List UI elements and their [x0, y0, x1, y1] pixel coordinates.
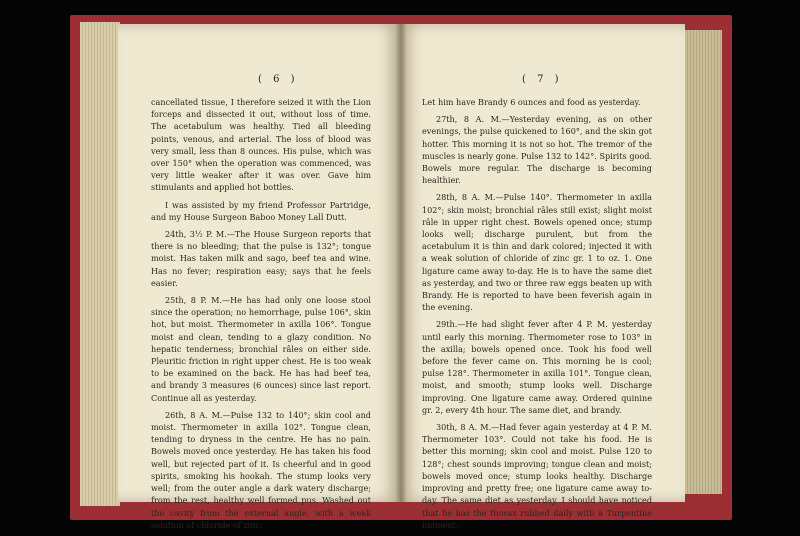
paragraph: 29th.—He had slight fever after 4 P. M. yesterday until early this morning. Thermometer rose to 103° in the axilla; bowels opened once. Took his food well before the fever came on. This morning he is cool; pulse 128°. Thermometer in axilla 101°. Tongue clean, moist, and smooth; stump looks well. Discharge improving. One ligature came away. Ordered quinine gr. 2, every 4th hour. The same diet, and brandy.: [422, 319, 652, 415]
left-page-number: ( 6 ): [258, 74, 299, 85]
paragraph: 30th, 8 A. M.—Had fever again yesterday at 4 P. M. Thermometer 103°. Could not take his food. He is better this morning; skin cool and moist. Pulse 120 to 128°; chest sounds improving; tongue clean and moist; bowels moved once; stump looks healthy. Discharge improving and pretty free; one ligature came away to-day. The same diet as yesterday. I should have noticed that he has the thorax rubbed daily with a Turpentine liniment.: [422, 422, 652, 530]
paragraph: I was assisted by my friend Professor Partridge, and my House Surgeon Baboo Money Lall Dutt.: [151, 199, 371, 222]
left-page-text: [151, 96, 371, 536]
paragraph: 27th, 8 A. M.—Yesterday evening, as on other evenings, the pulse quickened to 160°, and the skin got hotter. This morning it is not so hot. The tremor of the muscles is nearly gone. Pulse 132 to 142°. Spirits good. Bowels more regular. The discharge is becoming healthier.: [422, 114, 652, 186]
left-page-edges: [80, 22, 120, 506]
paragraph: 25th, 8 P. M.—He has had only one loose stool since the operation; no hemorrhage, pulse 106°, skin hot, but moist. Thermometer in axilla 106°. Tongue moist and clean, tending to a glazy condition. No hepatic tenderness; bronchial râles on either side. Pleuritic friction in right upper chest. He is too weak to be examined on the back. He has had beef tea, and brandy 3 measures (6 ounces) since last report. Continue all as yesterday.: [151, 295, 371, 403]
right-page: [400, 24, 685, 530]
left-page: [118, 24, 400, 530]
right-page-text: [422, 96, 652, 536]
paragraph: 26th, 8 A. M.—Pulse 132 to 140°; skin cool and moist. Thermometer in axilla 102°. Tongue clean, tending to dryness in the centre. He has no pain. Bowels moved once yesterday. He has taken his food well, but rejected part of it. Is cheerful and in good spirits, smoking his hookah. The stump looks very well; from the outer angle a dark watery discharge; from the rest, healthy well formed pus. Washed out the cavity from the external angle, with a weak solution of chloride of zinc.: [151, 409, 371, 530]
book-gutter: [395, 24, 407, 502]
paragraph: Let him have Brandy 6 ounces and food as yesterday.: [422, 97, 641, 107]
paragraph: 24th, 3½ P. M.—The House Surgeon reports that there is no bleeding; that the pulse is 132°; tongue moist. Has taken milk and sago, beef tea and wine. Has no fever; respiration easy; says that he feels easier.: [151, 229, 371, 288]
paragraph: cancellated tissue, I therefore seized it with the Lion forceps and dissected it out, without loss of time. The acetabulum was healthy. Tied all bleeding points, venous, and arterial. The loss of blood was very small, less than 8 ounces. His pulse, which was over 150° when the operation was commenced, was very little weaker after it was over. Gave him stimulants and applied hot bottles.: [151, 97, 371, 193]
paragraph: 28th, 8 A. M.—Pulse 140°. Thermometer in axilla 102°; skin moist; bronchial râles still exist; slight moist râle in upper right chest. Bowels opened once; stump looks well; discharge purulent, but from the acetabulum it is thin and dark colored; injected it with a weak solution of chloride of zinc gr. 1 to oz. 1. One ligature came away to-day. He is to have the same diet as yesterday, and two or three raw eggs beaten up with Brandy. He is reported to have been feverish again in the evening.: [422, 192, 652, 313]
right-page-edges: [682, 30, 722, 494]
right-page-number: ( 7 ): [522, 74, 563, 85]
